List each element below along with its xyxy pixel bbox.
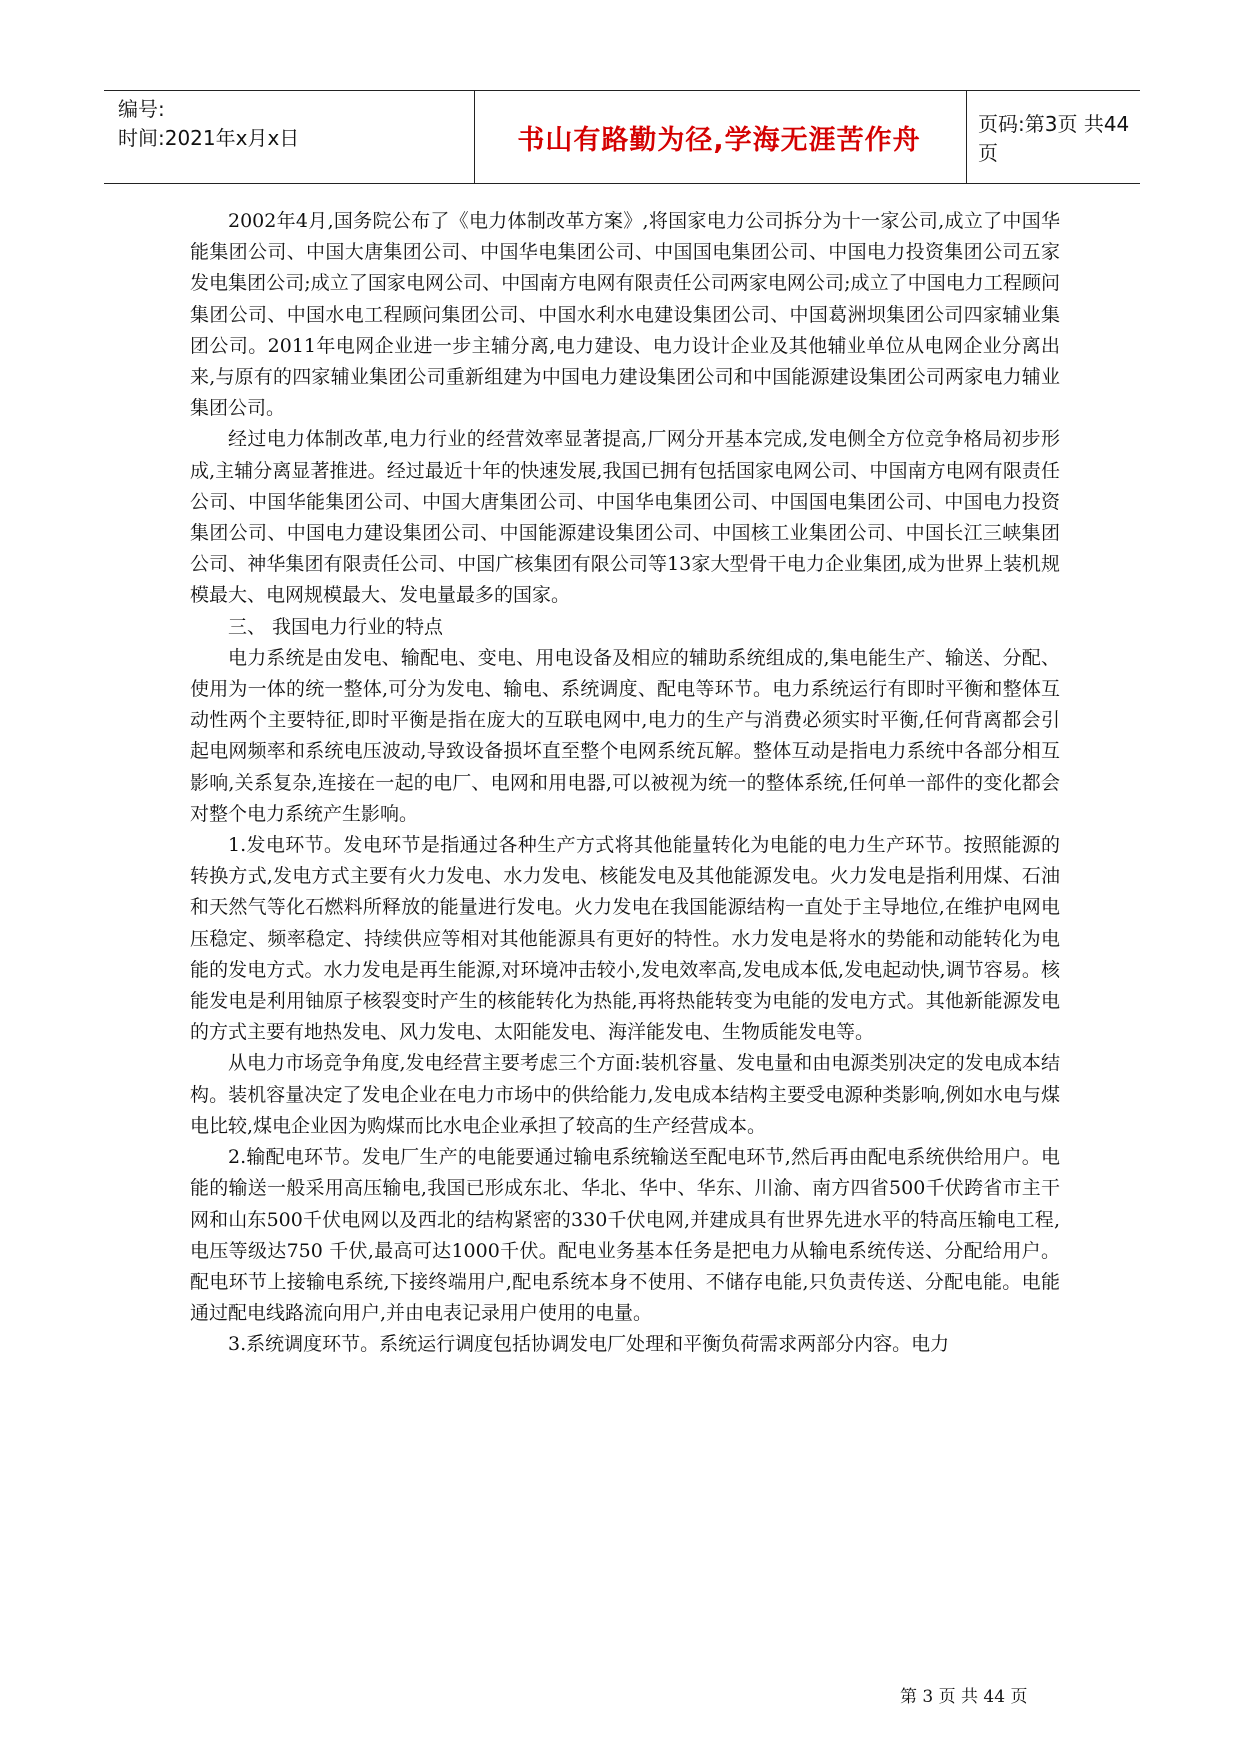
paragraph: 2.输配电环节。发电厂生产的电能要通过输电系统输送至配电环节,然后再由配电系统供给用户。电能的输送一般采用高压输电,我国已形成东北、华北、华中、华东、川渝、南方四省500千伏跨省市主干网和山东500千伏电网以及西北的结构紧密的330千伏电网,并建成具有世界先进水平的特高压输电工程,电压等级达750 千伏,最高可达1000千伏。配电业务基本任务是把电力从输电系统传送、分配给用户。配电环节上接输电系统,下接终端用户,配电系统本身不使用、不储存电能,只负责传送、分配电能。电能通过配电线路流向用户,并由电表记录用户使用的电量。 (190, 1146, 1060, 1325)
header-motto: 书山有路勤为径,学海无涯苦作舟 (517, 124, 921, 156)
paragraph: 2002年4月,国务院公布了《电力体制改革方案》,将国家电力公司拆分为十一家公司,成立了中国华能集团公司、中国大唐集团公司、中国华电集团公司、中国国电集团公司、中国电力投资集团公司五家发电集团公司;成立了国家电网公司、中国南方电网有限责任公司两家电网公司;成立了中国电力工程顾问集团公司、中国水电工程顾问集团公司、中国水利水电建设集团公司、中国葛洲坝集团公司四家辅业集团公司。2011年电网企业进一步主辅分离,电力建设、电力设计企业及其他辅业单位从电网企业分离出来,与原有的四家辅业集团公司重新组建为中国电力建设集团公司和中国能源建设集团公司两家电力辅业集团公司。 (190, 210, 1060, 420)
section-heading: 三、 我国电力行业的特点 (228, 615, 444, 638)
document-body (190, 206, 1060, 1361)
page-header (104, 90, 1140, 184)
document-time-label: 时间:2021年x月x日 (118, 126, 300, 150)
paragraph: 1.发电环节。发电环节是指通过各种生产方式将其他能量转化为电能的电力生产环节。按照能源的转换方式,发电方式主要有火力发电、水力发电、核能发电及其他能源发电。火力发电是指利用煤、石油和天然气等化石燃料所释放的能量进行发电。火力发电在我国能源结构一直处于主导地位,在维护电网电压稳定、频率稳定、持续供应等相对其他能源具有更好的特性。水力发电是将水的势能和动能转化为电能的发电方式。水力发电是再生能源,对环境冲击较小,发电效率高,发电成本低,发电起动快,调节容易。核能发电是利用铀原子核裂变时产生的核能转化为热能,再将热能转变为电能的发电方式。其他新能源发电的方式主要有地热发电、风力发电、太阳能发电、海洋能发电、生物质能发电等。 (190, 834, 1060, 1044)
paragraph: 电力系统是由发电、输配电、变电、用电设备及相应的辅助系统组成的,集电能生产、输送、分配、使用为一体的统一整体,可分为发电、输电、系统调度、配电等环节。电力系统运行有即时平衡和整体互动性两个主要特征,即时平衡是指在庞大的互联电网中,电力的生产与消费必须实时平衡,任何背离都会引起电网频率和系统电压波动,导致设备损坏直至整个电网系统瓦解。整体互动是指电力系统中各部分相互影响,关系复杂,连接在一起的电厂、电网和用电器,可以被视为统一的整体系统,任何单一部件的变化都会对整个电力系统产生影响。 (190, 646, 1060, 825)
page-footer: 第 3 页 共 44 页 (900, 1687, 1028, 1707)
paragraph: 3.系统调度环节。系统运行调度包括协调发电厂处理和平衡负荷需求两部分内容。电力 (228, 1333, 950, 1356)
document-number-label: 编号: (118, 97, 165, 121)
paragraph: 从电力市场竞争角度,发电经营主要考虑三个方面:装机容量、发电量和由电源类别决定的发电成本结构。装机容量决定了发电企业在电力市场中的供给能力,发电成本结构主要受电源种类影响,例如水电与煤电比较,煤电企业因为购煤而比水电企业承担了较高的生产经营成本。 (190, 1052, 1060, 1137)
header-meta (118, 91, 474, 183)
paragraph: 经过电力体制改革,电力行业的经营效率显著提高,厂网分开基本完成,发电侧全方位竞争格局初步形成,主辅分离显著推进。经过最近十年的快速发展,我国已拥有包括国家电网公司、中国南方电网有限责任公司、中国华能集团公司、中国大唐集团公司、中国华电集团公司、中国国电集团公司、中国电力投资集团公司、中国电力建设集团公司、中国能源建设集团公司、中国核工业集团公司、中国长江三峡集团公司、神华集团有限责任公司、中国广核集团有限公司等13家大型骨干电力企业集团,成为世界上装机规模最大、电网规模最大、发电量最多的国家。 (190, 428, 1060, 607)
header-page-code: 页码:第3页 共44页 (978, 112, 1130, 165)
